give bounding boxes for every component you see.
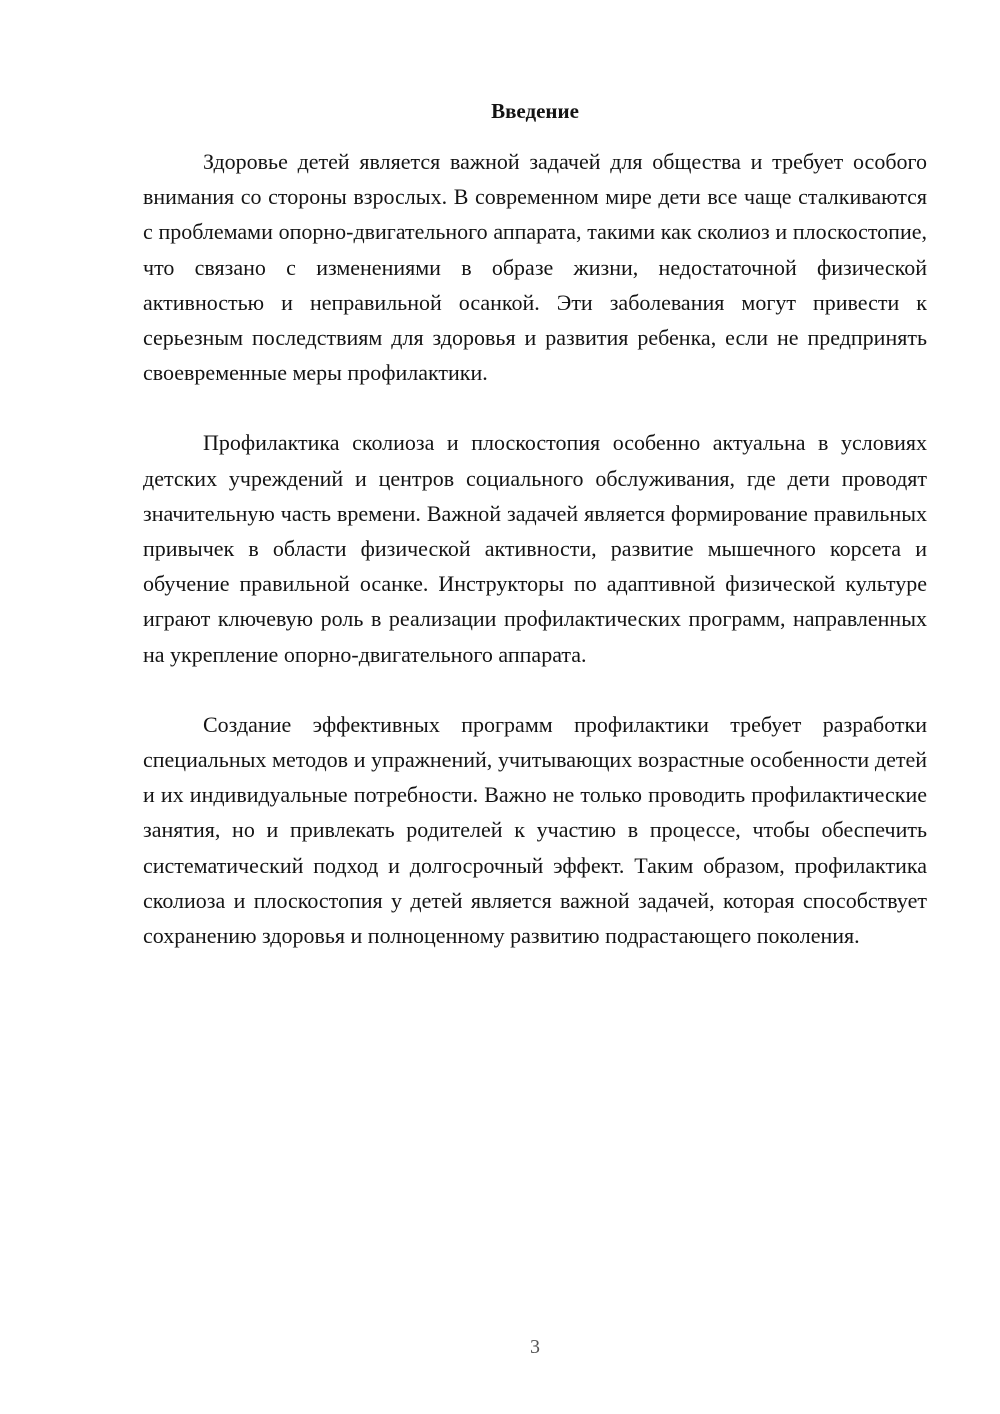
paragraph-3: Создание эффективных программ профилактики требует разработки специальных методов и упражнений, учитывающих возрастные особенности детей и их индивидуальные потребности. Важно не только проводить профилактические занятия, но и привлекать родителей к участию в процессе, чтобы обеспечить систематический подход и долгосрочный эффект. Таким образом, профилактика сколиоза и плоскостопия у детей является важной задачей, которая способствует сохранению здоровья и полноценному развитию подрастающего поколения. xyxy=(143,711,927,949)
paragraph-2: Профилактика сколиоза и плоскостопия особенно актуальна в условиях детских учреждений и центров социального обслуживания, где дети проводят значительную часть времени. Важной задачей является формирование правильных привычек в области физической активности, развитие мышечного корсета и обучение правильной осанке. Инструкторы по адаптивной физической культуре играют ключевую роль в реализации профилактических программ, направленных на укрепление опорно-двигательного аппарата. xyxy=(143,430,927,667)
document-body xyxy=(143,144,927,953)
page-number: 3 xyxy=(530,1336,540,1358)
section-heading: Введение xyxy=(491,99,579,123)
paragraph-1: Здоровье детей является важной задачей для общества и требует особого внимания со стороны взрослых. В современном мире дети все чаще сталкиваются с проблемами опорно-двигательного аппарата, такими как сколиоз и плоскостопие, что связано с изменениями в образе жизни, недостаточной физической активностью и неправильной осанкой. Эти заболевания могут привести к серьезным последствиям для здоровья и развития ребенка, если не предпринять своевременные меры профилактики. xyxy=(143,149,927,386)
